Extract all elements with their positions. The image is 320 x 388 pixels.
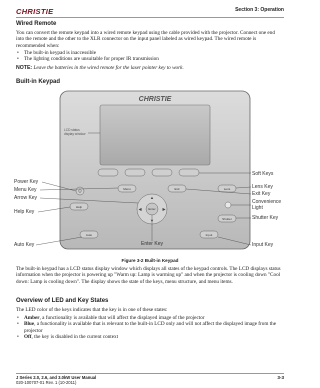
convenience-light: [225, 202, 231, 208]
led-states-intro: The LED color of the keys indicates that the key is in one of these states:: [16, 307, 168, 313]
callout-convenience-light-line1: Convenience: [252, 199, 282, 205]
auto-key-label: Auto: [85, 232, 93, 237]
heading-wired-remote: Wired Remote: [16, 21, 57, 27]
header-rule: [16, 17, 284, 18]
soft-key-2[interactable]: [125, 169, 145, 176]
note-text: Leave the batteries in the wired remote for the laser pointer key to work.: [33, 65, 184, 71]
state-term: Off: [24, 334, 32, 341]
keypad-figure: [0, 87, 300, 257]
power-icon: ⏻: [78, 188, 82, 194]
arrow-up-icon: ▲: [150, 195, 154, 200]
heading-led-key-states: Overview of LED and Key States: [16, 298, 109, 304]
state-text: , a functionality is available that is relevant to the built-in LCD only and will not affect the displayed image from the projector: [24, 321, 277, 334]
callout-exit-key: Exit Key: [252, 191, 271, 197]
soft-key-3[interactable]: [152, 169, 172, 176]
state-text: , the key is disabled in the current context: [31, 334, 119, 341]
keypad-brand: CHRISTIE: [138, 96, 172, 103]
state-term: Amber: [24, 315, 40, 321]
callout-shutter-key: Shutter Key: [252, 215, 279, 221]
state-item-off: [16, 334, 284, 340]
section-header: Section 3: Operation: [235, 7, 284, 13]
arrow-left-icon: ◀: [138, 206, 142, 212]
callout-lens-key: Lens Key: [252, 184, 273, 190]
bullet-item: • The lighting conditions are unsuitable for proper IR transmission: [16, 56, 284, 62]
figure-caption: Figure 3-2 Built-in Keypad: [121, 258, 179, 263]
callout-auto-key: Auto Key: [14, 242, 35, 248]
soft-key-4[interactable]: [179, 169, 199, 176]
builtin-keypad-description: The built-in keypad has a LCD status display window which displays all states of the keypad controls. The LCD displays status information when the projector is powering up "Warm up: Lamp is warming up" and when the projector is cooling down "Cool down: Lamp is cooling down". The display shows the state of the keys, menu structure, and menu items.: [16, 266, 281, 285]
callout-enter-key: Enter Key: [141, 241, 163, 247]
christie-logo: CHRISTIE: [16, 7, 54, 16]
state-term: Blue: [24, 321, 35, 328]
arrow-down-icon: ▼: [150, 218, 154, 223]
callout-convenience-light-line2: Light: [252, 205, 263, 211]
callout-menu-key: Menu Key: [14, 187, 37, 193]
menu-key-label: Menu: [123, 186, 131, 191]
wired-remote-bullets: [16, 50, 284, 63]
arrow-right-icon: ▶: [162, 206, 166, 212]
callout-soft-keys: Soft Keys: [252, 171, 274, 177]
callout-arrow-key: Arrow Key: [14, 195, 38, 201]
footer-left: [16, 375, 96, 385]
input-key-label: Input: [205, 232, 213, 237]
footer-manual-title: J Series 2.0, 2.6, and 3.0kW User Manual: [16, 375, 97, 380]
note-label: NOTE:: [16, 65, 33, 71]
callout-help-key: Help Key: [14, 209, 35, 215]
exit-key-label: Exit: [174, 186, 180, 191]
state-text: , a functionality is available that will affect the displayed image of the projector: [39, 315, 205, 321]
state-item-blue: [16, 321, 284, 334]
enter-key-label: Enter: [148, 207, 156, 212]
callout-input-key: Input Key: [252, 242, 274, 248]
footer-rule: [16, 373, 284, 374]
wired-remote-intro: You can convert the remote keypad into a wired remote keypad using the cable provided with the projector. Connect one end into the remote and the other to the XLR connector on the input panel labeled as wired keypad. The wired remote is recommended when:: [16, 30, 275, 49]
heading-builtin-keypad: Built-in Keypad: [16, 79, 61, 85]
lcd-window: [100, 105, 210, 165]
note: [16, 65, 284, 71]
help-key-label: Help: [75, 204, 83, 209]
callout-power-key: Power Key: [14, 179, 39, 185]
lens-key-label: Lens: [223, 186, 231, 191]
shutter-key-label: Shutter: [222, 216, 232, 221]
lcd-label-line1: LCD status: [64, 128, 80, 132]
soft-key-1[interactable]: [98, 169, 118, 176]
footer-page-number: 3-3: [277, 375, 284, 380]
lcd-label-line2: display window: [64, 132, 86, 136]
bullet-item: • The built-in keypad is inaccessible: [16, 50, 284, 56]
led-states-list: [16, 315, 284, 341]
footer-doc-number: 020-100707-01 Rev. 1 (10-2011): [16, 380, 77, 385]
